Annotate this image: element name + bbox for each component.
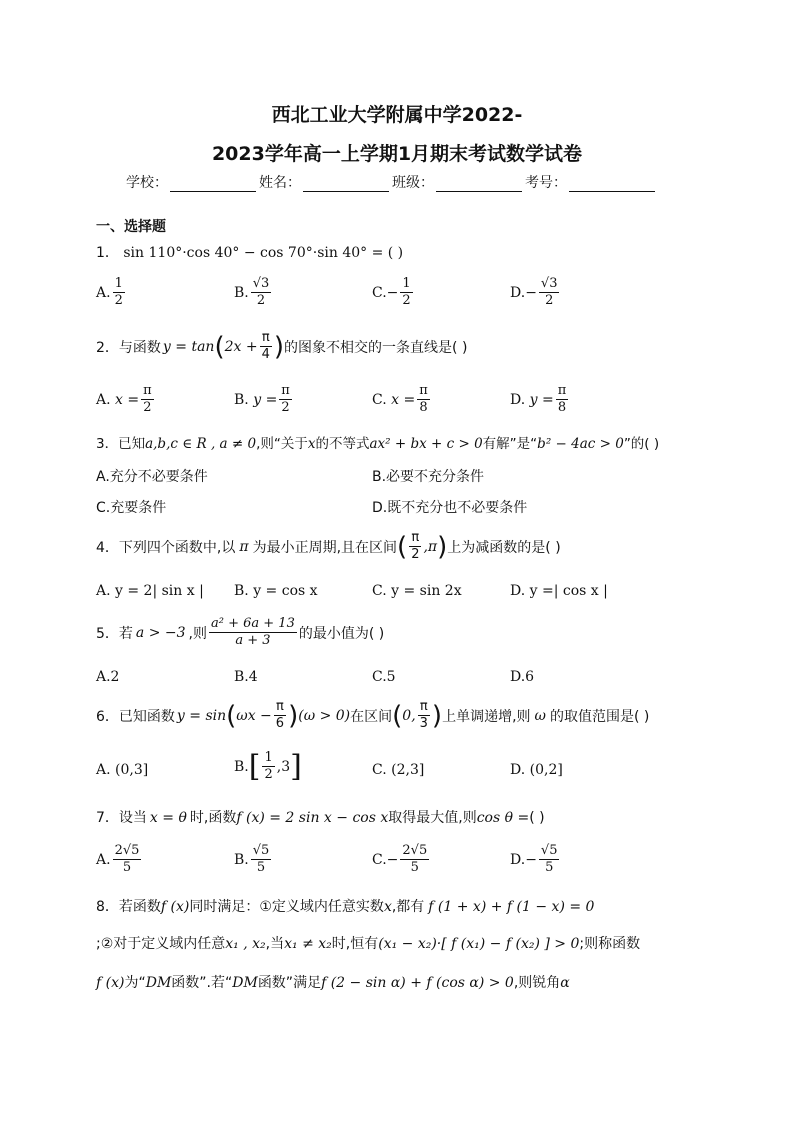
exam-title-line1: 西北工业大学附属中学2022-	[271, 104, 523, 126]
question-1-option-c[interactable]: C. − $\frac{1}{2}$	[372, 276, 411, 308]
question-3-option-b[interactable]: B.必要不充分条件	[372, 469, 485, 485]
exam-title-line2: 2023学年高一上学期1月期末考试数学试卷	[211, 143, 583, 165]
class-blank[interactable]	[436, 177, 522, 192]
question-6-stem: 6． 已知函数 y = sin ( ωx − $\frac{\pi}{6}$ ) (ω > 0) 在区间 ( 0, $\frac{\pi}{3}$ ) 上单调递增,则 ω 的取值范围是( )	[96, 699, 650, 731]
name-blank[interactable]	[303, 177, 389, 192]
name-label: 姓名：	[259, 175, 301, 191]
question-7-stem: 7．设当 x = θ 时,函数f (x) = 2 sin x − cos x取得最大值,则cos θ =( )	[96, 810, 545, 826]
question-7-option-d[interactable]: D. − $\frac{√5}{5}$	[510, 843, 558, 875]
question-5-option-d[interactable]: D.6	[510, 669, 535, 685]
question-6-option-b[interactable]: B. [ $\frac{1}{2}$ ,3 ]	[234, 748, 302, 784]
question-5-option-b[interactable]: B.4	[234, 669, 258, 685]
question-4-option-d[interactable]: D. y =| cos x |	[510, 583, 608, 599]
question-2-option-b[interactable]: B. y = $\frac{\pi}{2}$	[234, 383, 290, 415]
question-4-option-b[interactable]: B. y = cos x	[234, 583, 318, 599]
question-4-stem: 4． 下列四个函数中,以 π 为最小正周期,且在区间 ( $\frac{\pi}{2}$ ,π ) 上为减函数的是( )	[96, 530, 561, 562]
question-3-stem: 3．已知a,b,c ∈ R , a ≠ 0,则“关于x的不等式ax² + bx + c > 0有解”是“b² − 4ac > 0”的( )	[96, 436, 660, 452]
question-3-option-d[interactable]: D.既不充分也不必要条件	[372, 500, 528, 516]
question-2-option-a[interactable]: A. x = $\frac{\pi}{2}$	[96, 383, 152, 415]
question-1-option-b[interactable]: B. $\frac{√3}{2}$	[234, 276, 270, 308]
question-8-line-2: ;②对于定义域内任意x₁ , x₂,当x₁ ≠ x₂时,恒有(x₁ − x₂)·[ f (x₁) − f (x₂) ] > 0;则称函数	[96, 936, 641, 952]
question-1-stem: 1． sin 110°·cos 40° − cos 70°·sin 40° = ( )	[96, 245, 404, 261]
question-2-option-d[interactable]: D. y = $\frac{\pi}{8}$	[510, 383, 567, 415]
question-4-option-c[interactable]: C. y = sin 2x	[372, 583, 462, 599]
question-5-option-c[interactable]: C.5	[372, 669, 396, 685]
exam-number-label: 考号：	[525, 175, 567, 191]
question-4-option-a[interactable]: A. y = 2| sin x |	[96, 583, 204, 599]
question-8-line-3: f (x)为“DM函数”.若“DM函数”满足f (2 − sin α) + f (cos α) > 0,则锐角α	[96, 975, 570, 991]
student-info-fields	[126, 172, 658, 192]
question-1-option-a[interactable]: A. $\frac{1}{2}$	[96, 276, 123, 308]
question-6-option-c[interactable]: C. (2,3]	[372, 762, 425, 778]
question-6-option-a[interactable]: A. (0,3]	[96, 762, 149, 778]
question-7-option-c[interactable]: C. − $\frac{2√5}{5}$	[372, 843, 428, 875]
question-2-option-c[interactable]: C. x = $\frac{\pi}{8}$	[372, 383, 428, 415]
question-8-line-1: 8．若函数f (x)同时满足：①定义域内任意实数x,都有 f (1 + x) + f (1 − x) = 0	[96, 899, 595, 915]
exam-number-blank[interactable]	[569, 177, 655, 192]
question-2-stem: 2． 与函数 y = tan ( 2x + $\frac{\pi}{4}$ ) 的图象不相交的一条直线是( )	[96, 330, 468, 362]
section-title: 一、选择题	[96, 219, 166, 235]
school-blank[interactable]	[170, 177, 256, 192]
question-3-option-a[interactable]: A.充分不必要条件	[96, 469, 208, 485]
question-5-option-a[interactable]: A.2	[96, 669, 120, 685]
class-label: 班级：	[392, 175, 434, 191]
question-3-option-c[interactable]: C.充要条件	[96, 500, 167, 516]
question-5-stem: 5． 若 a > −3 ,则 $\frac{\text{a² + 6a + 13}}{a + 3}$ 的最小值为( )	[96, 616, 385, 648]
question-1-option-d[interactable]: D. − $\frac{√3}{2}$	[510, 276, 558, 308]
question-7-option-a[interactable]: A. $\frac{2√5}{5}$	[96, 843, 140, 875]
question-6-option-d[interactable]: D. (0,2]	[510, 762, 563, 778]
question-7-option-b[interactable]: B. $\frac{√5}{5}$	[234, 843, 270, 875]
school-label: 学校：	[126, 175, 168, 191]
